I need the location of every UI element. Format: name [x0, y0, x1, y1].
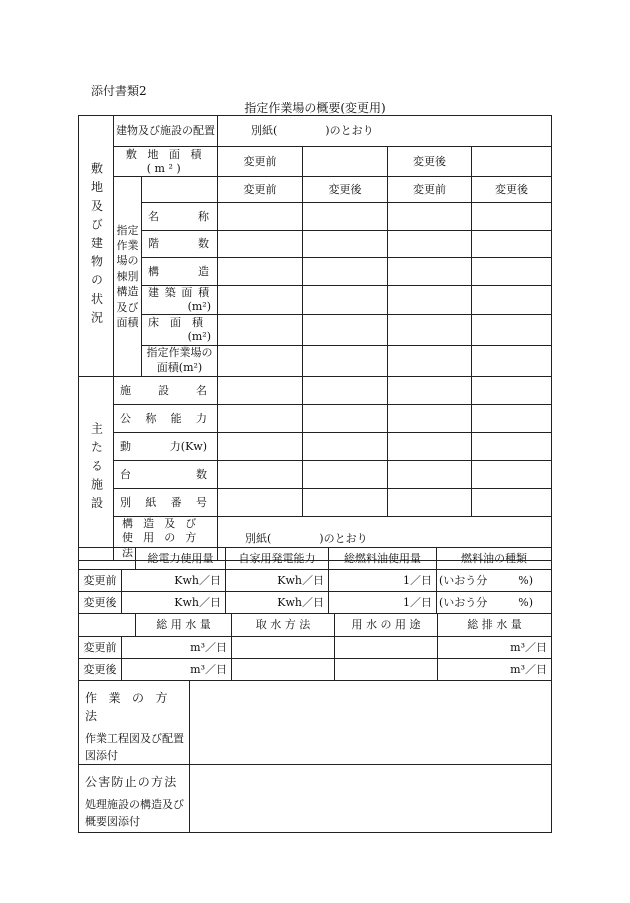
cell[interactable] — [388, 258, 472, 286]
cell[interactable] — [388, 461, 472, 489]
cell[interactable] — [303, 315, 388, 346]
row-label-floor-area: 床 面 積 (m²) — [142, 315, 218, 346]
water-header-blank — [79, 614, 136, 637]
water-header-total-use: 総 用 水 量 — [136, 614, 232, 637]
water-intake-value[interactable] — [232, 659, 335, 681]
cell[interactable] — [218, 433, 303, 461]
water-row-label: 変更前 — [79, 637, 122, 659]
layout-label: 建物及び施設の配置 — [114, 116, 218, 147]
building-header-blank — [142, 177, 218, 203]
water-header-purpose: 用 水 の 用 途 — [335, 614, 438, 637]
document-label: 添付書類2 — [91, 84, 147, 98]
water-discharge-value[interactable]: m³／日 — [438, 637, 552, 659]
cell[interactable] — [303, 377, 388, 405]
cell[interactable] — [303, 258, 388, 286]
water-purpose-value[interactable] — [335, 637, 438, 659]
energy-header-fuel-type: 燃料油の種類 — [437, 548, 552, 570]
building-group-label: 指定作業場の棟別構造及び面積 — [114, 177, 142, 377]
energy-row-label: 変更前 — [79, 570, 122, 592]
cell[interactable] — [218, 203, 303, 231]
cell[interactable] — [472, 461, 552, 489]
row-label-attachment-no: 別 紙 番 号 — [114, 489, 218, 517]
cell[interactable] — [303, 346, 388, 377]
water-use-value[interactable]: m³／日 — [122, 659, 232, 681]
site-area-before-label: 変更前 — [218, 147, 303, 177]
pollution-method-label: 公害防止の方法 処理施設の構造及び概要図添付 — [79, 765, 190, 833]
cell[interactable] — [218, 258, 303, 286]
energy-generation-value[interactable]: Kwh／日 — [226, 570, 329, 592]
cell[interactable] — [303, 489, 388, 517]
cell[interactable] — [303, 231, 388, 258]
work-method-label: 作 業 の 方 法 作業工程図及び配置図添付 — [79, 681, 190, 765]
cell[interactable] — [388, 231, 472, 258]
cell[interactable] — [472, 405, 552, 433]
site-area-before-value[interactable] — [303, 147, 388, 177]
cell[interactable] — [388, 346, 472, 377]
row-label-name: 名 称 — [142, 203, 218, 231]
row-label-facility-name: 施 設 名 — [114, 377, 218, 405]
water-header-discharge: 総 排 水 量 — [438, 614, 552, 637]
energy-power-value[interactable]: Kwh／日 — [122, 570, 226, 592]
energy-power-value[interactable]: Kwh／日 — [122, 592, 226, 614]
site-area-after-value[interactable] — [472, 147, 552, 177]
cell[interactable] — [472, 489, 552, 517]
cell[interactable] — [218, 231, 303, 258]
energy-table — [78, 547, 552, 614]
row-label-nominal-capacity: 公 称 能 力 — [114, 405, 218, 433]
energy-header-fuel: 総燃料油使用量 — [329, 548, 437, 570]
energy-header-blank — [79, 548, 136, 570]
cell[interactable] — [303, 286, 388, 315]
cell[interactable] — [472, 203, 552, 231]
energy-fuel-type-value[interactable]: (いおう分 %) — [437, 592, 552, 614]
cell[interactable] — [303, 433, 388, 461]
row-label-count: 台 数 — [114, 461, 218, 489]
energy-fuel-value[interactable]: 1／日 — [329, 592, 437, 614]
site-area-after-label: 変更後 — [388, 147, 472, 177]
cell[interactable] — [472, 258, 552, 286]
cell[interactable] — [218, 489, 303, 517]
cell[interactable] — [218, 315, 303, 346]
structure-usage-value[interactable]: 別紙( )のとおり — [218, 517, 552, 561]
cell[interactable] — [218, 346, 303, 377]
water-intake-value[interactable] — [232, 637, 335, 659]
cell[interactable] — [303, 461, 388, 489]
row-label-structure: 構 造 — [142, 258, 218, 286]
building-after-header: 変更後 — [303, 177, 388, 203]
water-header-intake: 取 水 方 法 — [232, 614, 335, 637]
cell[interactable] — [388, 489, 472, 517]
cell[interactable] — [388, 377, 472, 405]
cell[interactable] — [218, 377, 303, 405]
cell[interactable] — [388, 433, 472, 461]
cell[interactable] — [472, 286, 552, 315]
overview-table — [78, 115, 552, 561]
row-label-building-area: 建 築 面 積 (m²) — [142, 286, 218, 315]
building-after-header-2: 変更後 — [472, 177, 552, 203]
energy-fuel-type-value[interactable]: (いおう分 %) — [437, 570, 552, 592]
cell[interactable] — [218, 405, 303, 433]
cell[interactable] — [388, 315, 472, 346]
cell[interactable] — [388, 405, 472, 433]
layout-value[interactable]: 別紙( )のとおり — [218, 116, 552, 147]
method-table — [78, 680, 552, 833]
energy-header-generation: 自家用発電能力 — [226, 548, 329, 570]
water-discharge-value[interactable]: m³／日 — [438, 659, 552, 681]
row-label-power: 動 力(Kw) — [114, 433, 218, 461]
cell[interactable] — [388, 286, 472, 315]
energy-header-power: 総電力使用量 — [136, 548, 226, 570]
cell[interactable] — [303, 405, 388, 433]
facilities-group-label: 主たる施設 — [79, 377, 114, 561]
cell[interactable] — [472, 433, 552, 461]
cell[interactable] — [218, 461, 303, 489]
site-area-label: 敷 地 面 積(m²) — [114, 147, 218, 177]
water-table — [78, 613, 552, 681]
water-use-value[interactable]: m³／日 — [122, 637, 232, 659]
cell[interactable] — [218, 286, 303, 315]
cell[interactable] — [472, 315, 552, 346]
row-label-floors: 階 数 — [142, 231, 218, 258]
site-group-label: 敷地及び建物の状況 — [79, 116, 114, 377]
form-title: 指定作業場の概要(変更用) — [244, 101, 386, 115]
energy-generation-value[interactable]: Kwh／日 — [226, 592, 329, 614]
cell[interactable] — [303, 203, 388, 231]
cell[interactable] — [472, 346, 552, 377]
work-method-value[interactable] — [190, 681, 552, 765]
row-label-structure-usage: 構 造 及 び 使 用 の 方 法 — [114, 517, 218, 561]
water-purpose-value[interactable] — [335, 659, 438, 681]
pollution-method-value[interactable] — [190, 765, 552, 833]
building-before-header: 変更前 — [218, 177, 303, 203]
cell[interactable] — [472, 231, 552, 258]
cell[interactable] — [472, 377, 552, 405]
row-label-workplace-area: 指定作業場の面積(m²) — [142, 346, 218, 377]
water-row-label: 変更後 — [79, 659, 122, 681]
cell[interactable] — [388, 203, 472, 231]
energy-fuel-value[interactable]: 1／日 — [329, 570, 437, 592]
building-before-header-2: 変更前 — [388, 177, 472, 203]
energy-row-label: 変更後 — [79, 592, 122, 614]
